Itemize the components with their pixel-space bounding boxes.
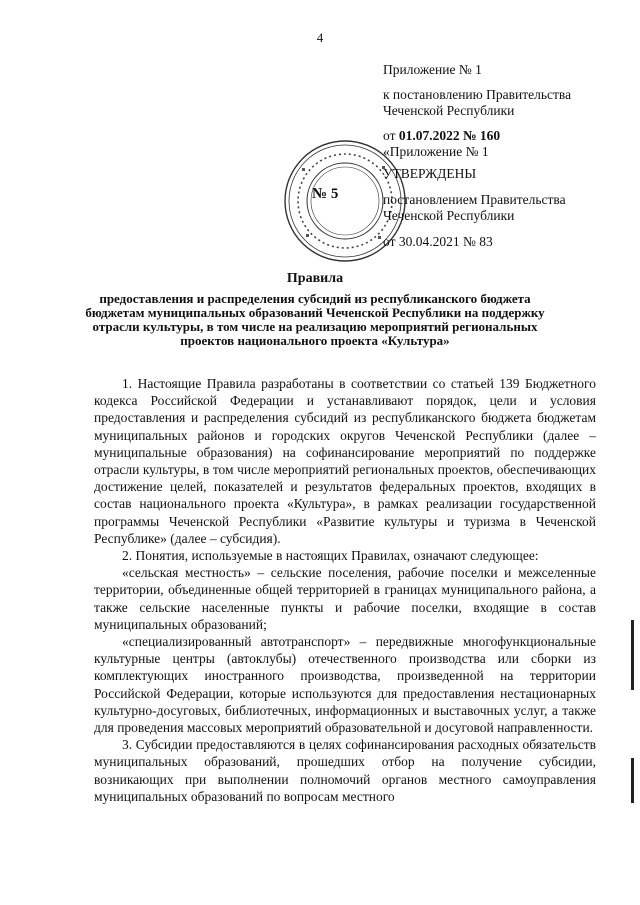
approved-title: «Приложение № 1 <box>383 144 489 159</box>
approved-block <box>383 144 633 250</box>
appendix-line2: Чеченской Республики <box>383 103 515 118</box>
approved-status: УТВЕРЖДЕНЫ <box>383 166 477 181</box>
approved-line2: Чеченской Республики <box>383 208 515 223</box>
document-title-block <box>80 272 550 348</box>
paragraph-5: 3. Субсидии предоставляются в целях софинансирования расходных обязательств муниципальных образований, прошедших отбор на получение субсидии, возникающих при выполнении полномочий органов местного самоуправления муниципальных образований по вопросам местного <box>94 737 596 804</box>
paragraph-2: 2. Понятия, используемые в настоящих Правилах, означают следующее: <box>122 548 539 564</box>
scan-edge-mark <box>631 620 634 690</box>
page-number: 4 <box>316 30 324 45</box>
document-body <box>94 375 596 805</box>
appendix-block <box>383 62 633 144</box>
approved-line1: постановлением Правительства <box>383 192 566 207</box>
paragraph-1: 1. Настоящие Правила разработаны в соответствии со статьей 139 Бюджетного кодекса Российской Федерации и устанавливают порядок, цели и условия предоставления и распределения субсидий из республиканского бюджета бюджетам муниципальных районов и городских округов Чеченской Республики (далее – муниципальные образования) на софинансирование мероприятий по поддержке отрасли культуры, в том числе мероприятий региональных проектов, обеспечивающих достижение целей, показателей и результатов федеральных проектов, входящих в состав национального проекта «Культура», в рамках реализации государственной программы Чеченской Республики «Развитие культуры и туризма в Чеченской Республике» (далее – субсидия). <box>94 376 596 546</box>
seal-number: № 5 <box>312 186 339 202</box>
paragraph-3: «сельская местность» – сельские поселения, рабочие поселки и межселенные территории, объединенные общей территорией в границах муниципального района, а также сельские населенные пункты и рабочие поселки, входящие в состав муниципальных образований; <box>94 565 596 632</box>
scan-edge-mark <box>631 758 634 803</box>
document-subtitle: предоставления и распределения субсидий из республиканского бюджета бюджетам муниципальных образований Чеченской Республики на поддержку отрасли культуры, в том числе на реализацию мероприятий региональных проектов национального проекта «Культура» <box>85 291 545 348</box>
paragraph-4: «специализированный автотранспорт» – передвижные многофункциональные культурные центры (автоклубы) отечественного производства или сборки из комплектующих иностранного производства, произведенной на территории Российской Федерации, которые используются для предоставления нестационарных культурно-досуговых, библиотечных, информационных и выставочных услуг, а также для проведения массовых мероприятий образовательной и досуговой направленности. <box>94 634 596 736</box>
appendix-date-number: 01.07.2022 № 160 <box>398 128 501 143</box>
document-title: Правила <box>286 271 344 286</box>
appendix-date-prefix: от <box>383 128 396 143</box>
approved-line3: от 30.04.2021 № 83 <box>383 234 493 249</box>
appendix-line1: к постановлению Правительства <box>383 87 572 102</box>
appendix-title: Приложение № 1 <box>383 62 482 77</box>
